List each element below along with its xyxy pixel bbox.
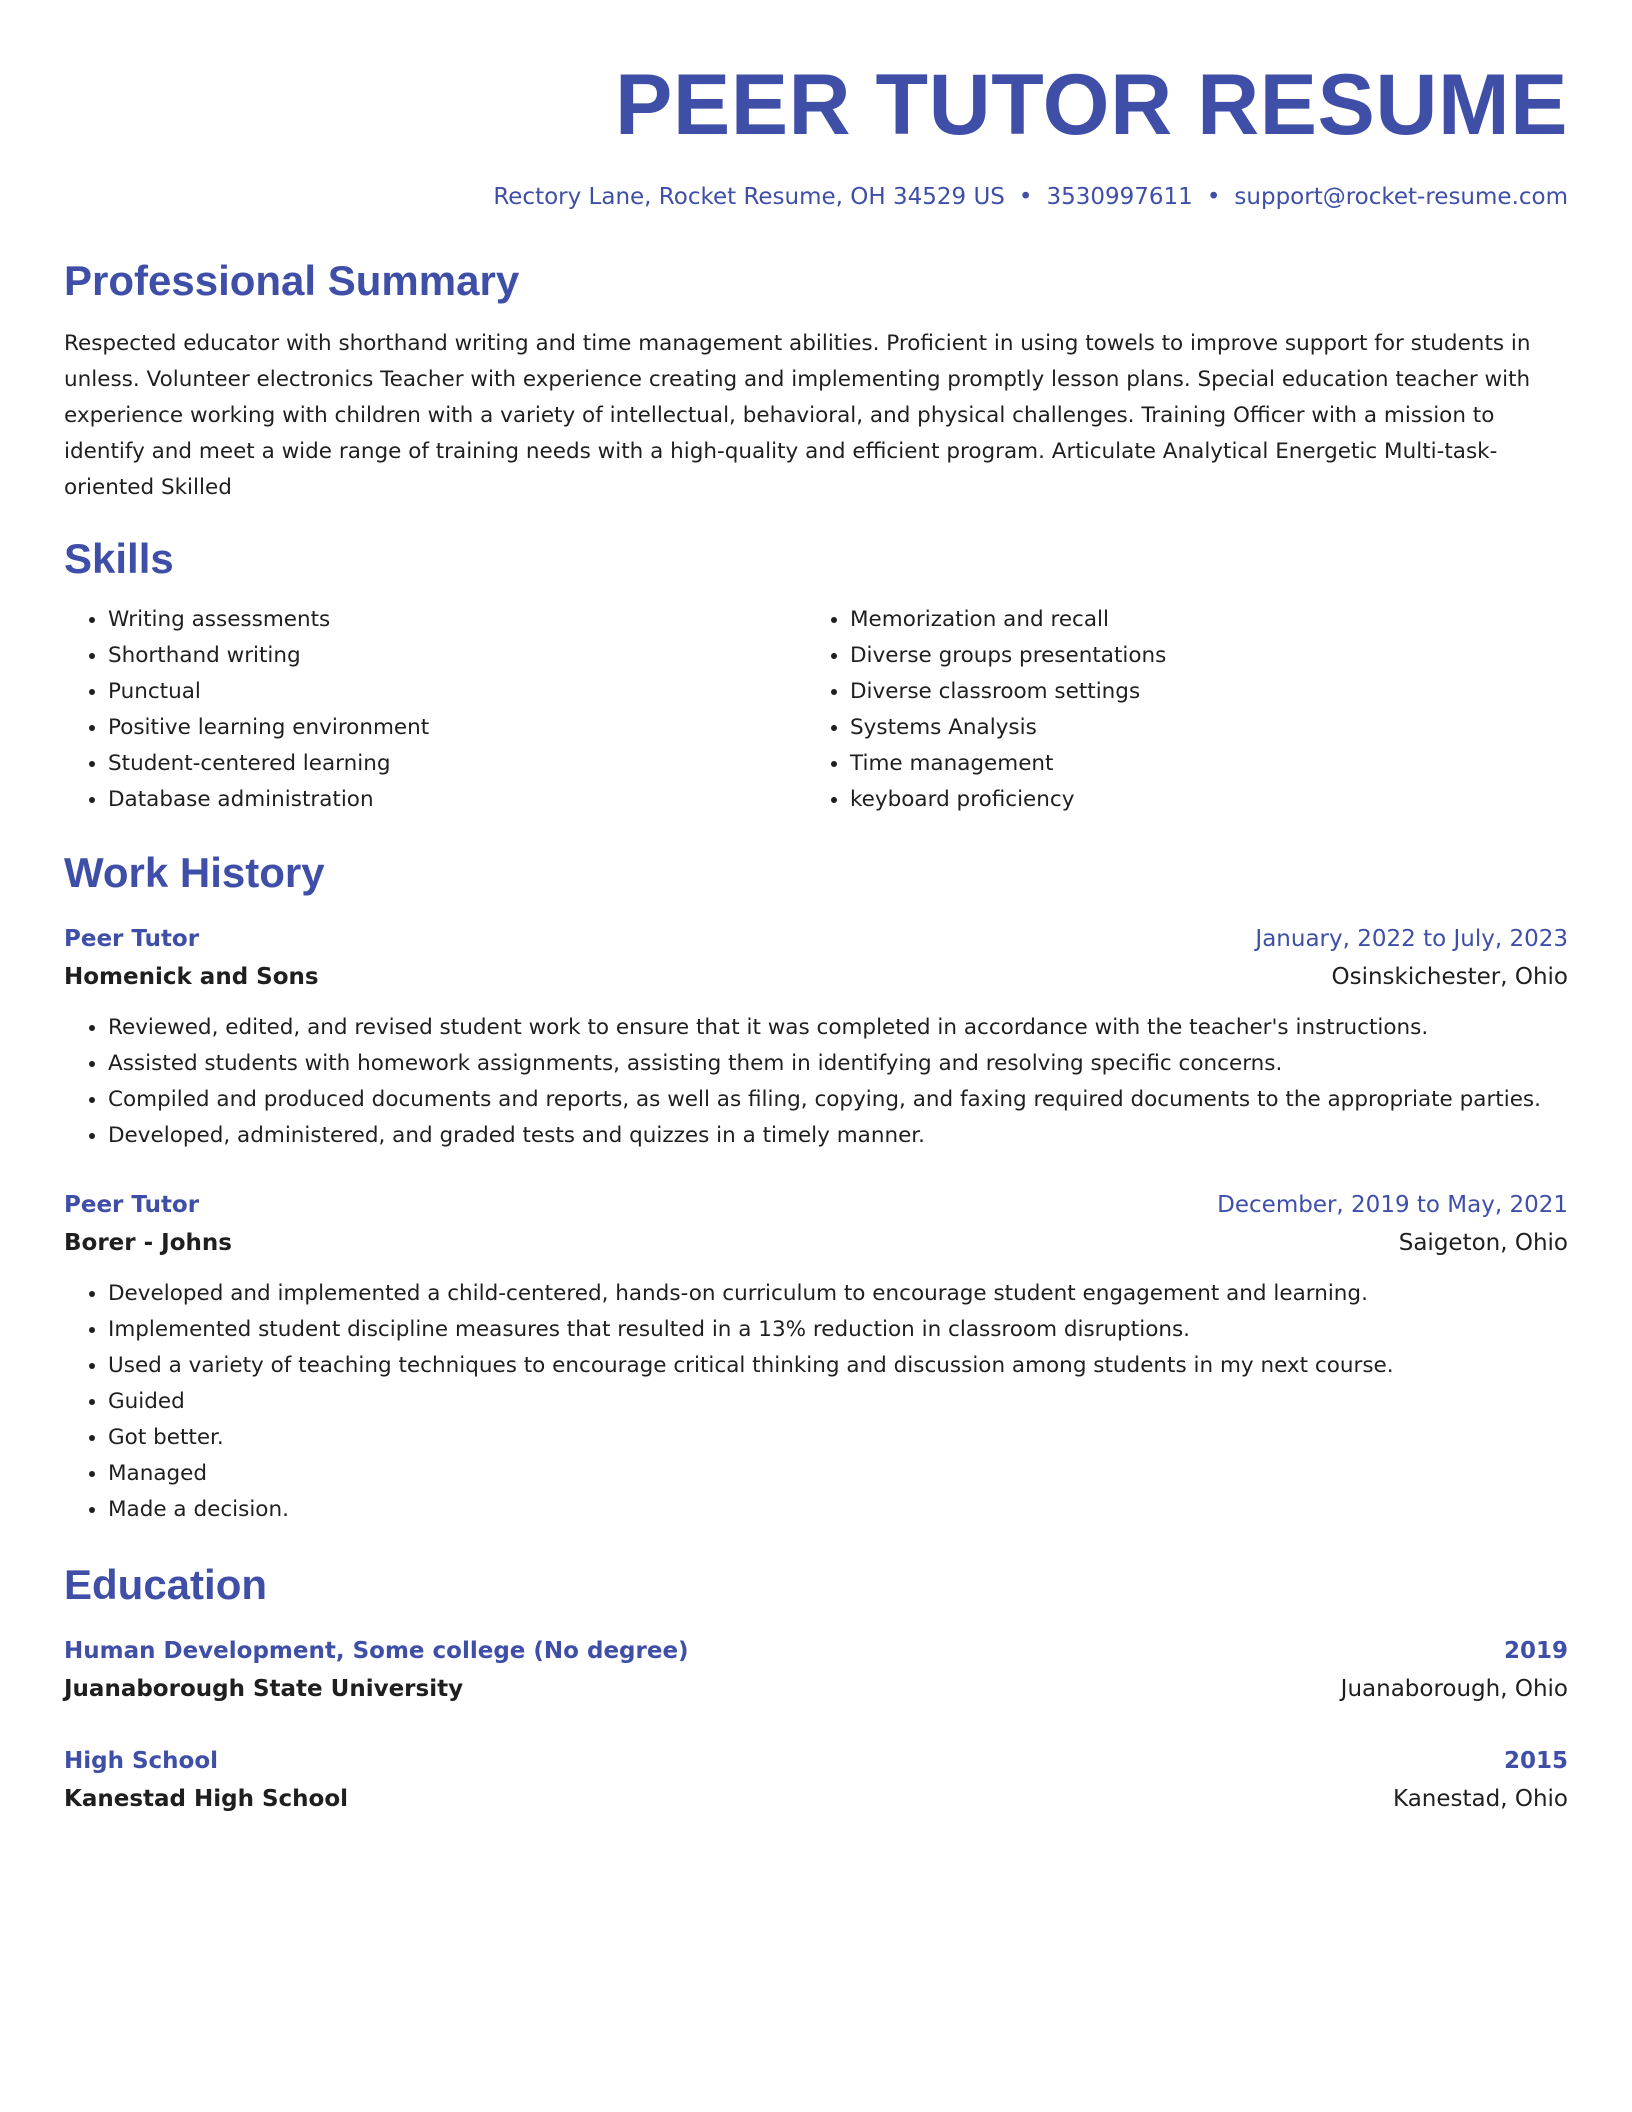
resume-page	[64, 0, 1568, 1818]
job-duties	[64, 1276, 1568, 1528]
education-school: Kanestad High School	[64, 1786, 349, 1812]
job-dates: January, 2022 to July, 2023	[1255, 926, 1568, 952]
summary-text: Respected educator with shorthand writing and time management abilities. Proficient in using towels to improve support for students in unless. Volunteer electronics Teacher with experience creating and implementing promptly lesson plans. Special education teacher with experience working with children with a variety of intellectual, behavioral, and physical challenges. Training Officer with a mission to identify and meet a wide range of training needs with a high-quality and efficient program. Articulate Analytical Energetic Multi-task-oriented Skilled	[64, 331, 1531, 500]
skills-heading: Skills	[64, 535, 174, 582]
skill-item: • Memorization and recall	[850, 602, 1548, 638]
job-location: Osinskichester, Ohio	[1331, 964, 1568, 990]
skill-item: • Shorthand writing	[108, 638, 806, 674]
job-duty: • Got better.	[108, 1420, 1568, 1456]
skills-column-left	[64, 602, 806, 818]
resume-name: PEER TUTOR RESUME	[614, 57, 1568, 153]
education-subheader	[64, 1670, 1568, 1708]
job-header	[64, 1186, 1568, 1224]
skill-item: • Diverse groups presentations	[850, 638, 1548, 674]
contact-address: Rectory Lane, Rocket Resume, OH 34529 US	[493, 184, 1005, 210]
job-duty: • Developed, administered, and graded tests and quizzes in a timely manner.	[108, 1118, 1568, 1154]
job-duty: • Guided	[108, 1384, 1568, 1420]
job-duty: • Used a variety of teaching techniques to encourage critical thinking and discussion among students in my next course.	[108, 1348, 1568, 1384]
job-subheader	[64, 958, 1568, 996]
contact-email: support@rocket-resume.com	[1234, 184, 1568, 210]
job-title: Peer Tutor	[64, 926, 200, 952]
contact-separator: •	[1206, 184, 1221, 210]
skills-list	[64, 602, 1568, 818]
skills-column-right	[806, 602, 1548, 818]
skill-item: • Punctual	[108, 674, 806, 710]
job-duties	[64, 1010, 1568, 1154]
skill-item: • Time management	[850, 746, 1548, 782]
education-location: Juanaborough, Ohio	[1340, 1676, 1568, 1702]
job-entry	[64, 920, 1568, 1154]
job-entry	[64, 1186, 1568, 1528]
education-heading: Education	[64, 1561, 268, 1608]
job-duty: • Developed and implemented a child-centered, hands-on curriculum to encourage student engagement and learning.	[108, 1276, 1568, 1312]
skill-item: • Systems Analysis	[850, 710, 1548, 746]
job-dates: December, 2019 to May, 2021	[1217, 1192, 1568, 1218]
job-header	[64, 920, 1568, 958]
job-duty: • Compiled and produced documents and reports, as well as filing, copying, and faxing required documents to the appropriate parties.	[108, 1082, 1568, 1118]
education-year: 2019	[1503, 1638, 1568, 1664]
work-history-heading: Work History	[64, 849, 325, 896]
job-location: Saigeton, Ohio	[1398, 1230, 1568, 1256]
education-entry	[64, 1742, 1568, 1818]
job-subheader	[64, 1224, 1568, 1262]
job-duty: • Made a decision.	[108, 1492, 1568, 1528]
skill-item: • Writing assessments	[108, 602, 806, 638]
skill-item: • Student-centered learning	[108, 746, 806, 782]
skill-item: • keyboard proficiency	[850, 782, 1548, 818]
contact-line	[64, 182, 1568, 212]
education-location: Kanestad, Ohio	[1393, 1786, 1568, 1812]
job-duty: • Managed	[108, 1456, 1568, 1492]
education-degree: Human Development, Some college (No degree)	[64, 1638, 689, 1664]
job-company: Borer - Johns	[64, 1230, 232, 1256]
skill-item: • Positive learning environment	[108, 710, 806, 746]
job-duty: • Implemented student discipline measures that resulted in a 13% reduction in classroom disruptions.	[108, 1312, 1568, 1348]
contact-phone: 3530997611	[1046, 184, 1193, 210]
education-school: Juanaborough State University	[64, 1676, 464, 1702]
education-entry	[64, 1632, 1568, 1708]
skill-item: • Diverse classroom settings	[850, 674, 1548, 710]
summary-heading: Professional Summary	[64, 257, 520, 304]
education-degree: High School	[64, 1748, 219, 1774]
contact-separator: •	[1018, 184, 1033, 210]
education-subheader	[64, 1780, 1568, 1818]
job-company: Homenick and Sons	[64, 964, 319, 990]
job-duty: • Reviewed, edited, and revised student work to ensure that it was completed in accordance with the teacher's instructions.	[108, 1010, 1568, 1046]
education-year: 2015	[1503, 1748, 1568, 1774]
education-header	[64, 1632, 1568, 1670]
education-header	[64, 1742, 1568, 1780]
job-title: Peer Tutor	[64, 1192, 200, 1218]
job-duty: • Assisted students with homework assignments, assisting them in identifying and resolving specific concerns.	[108, 1046, 1568, 1082]
skill-item: • Database administration	[108, 782, 806, 818]
